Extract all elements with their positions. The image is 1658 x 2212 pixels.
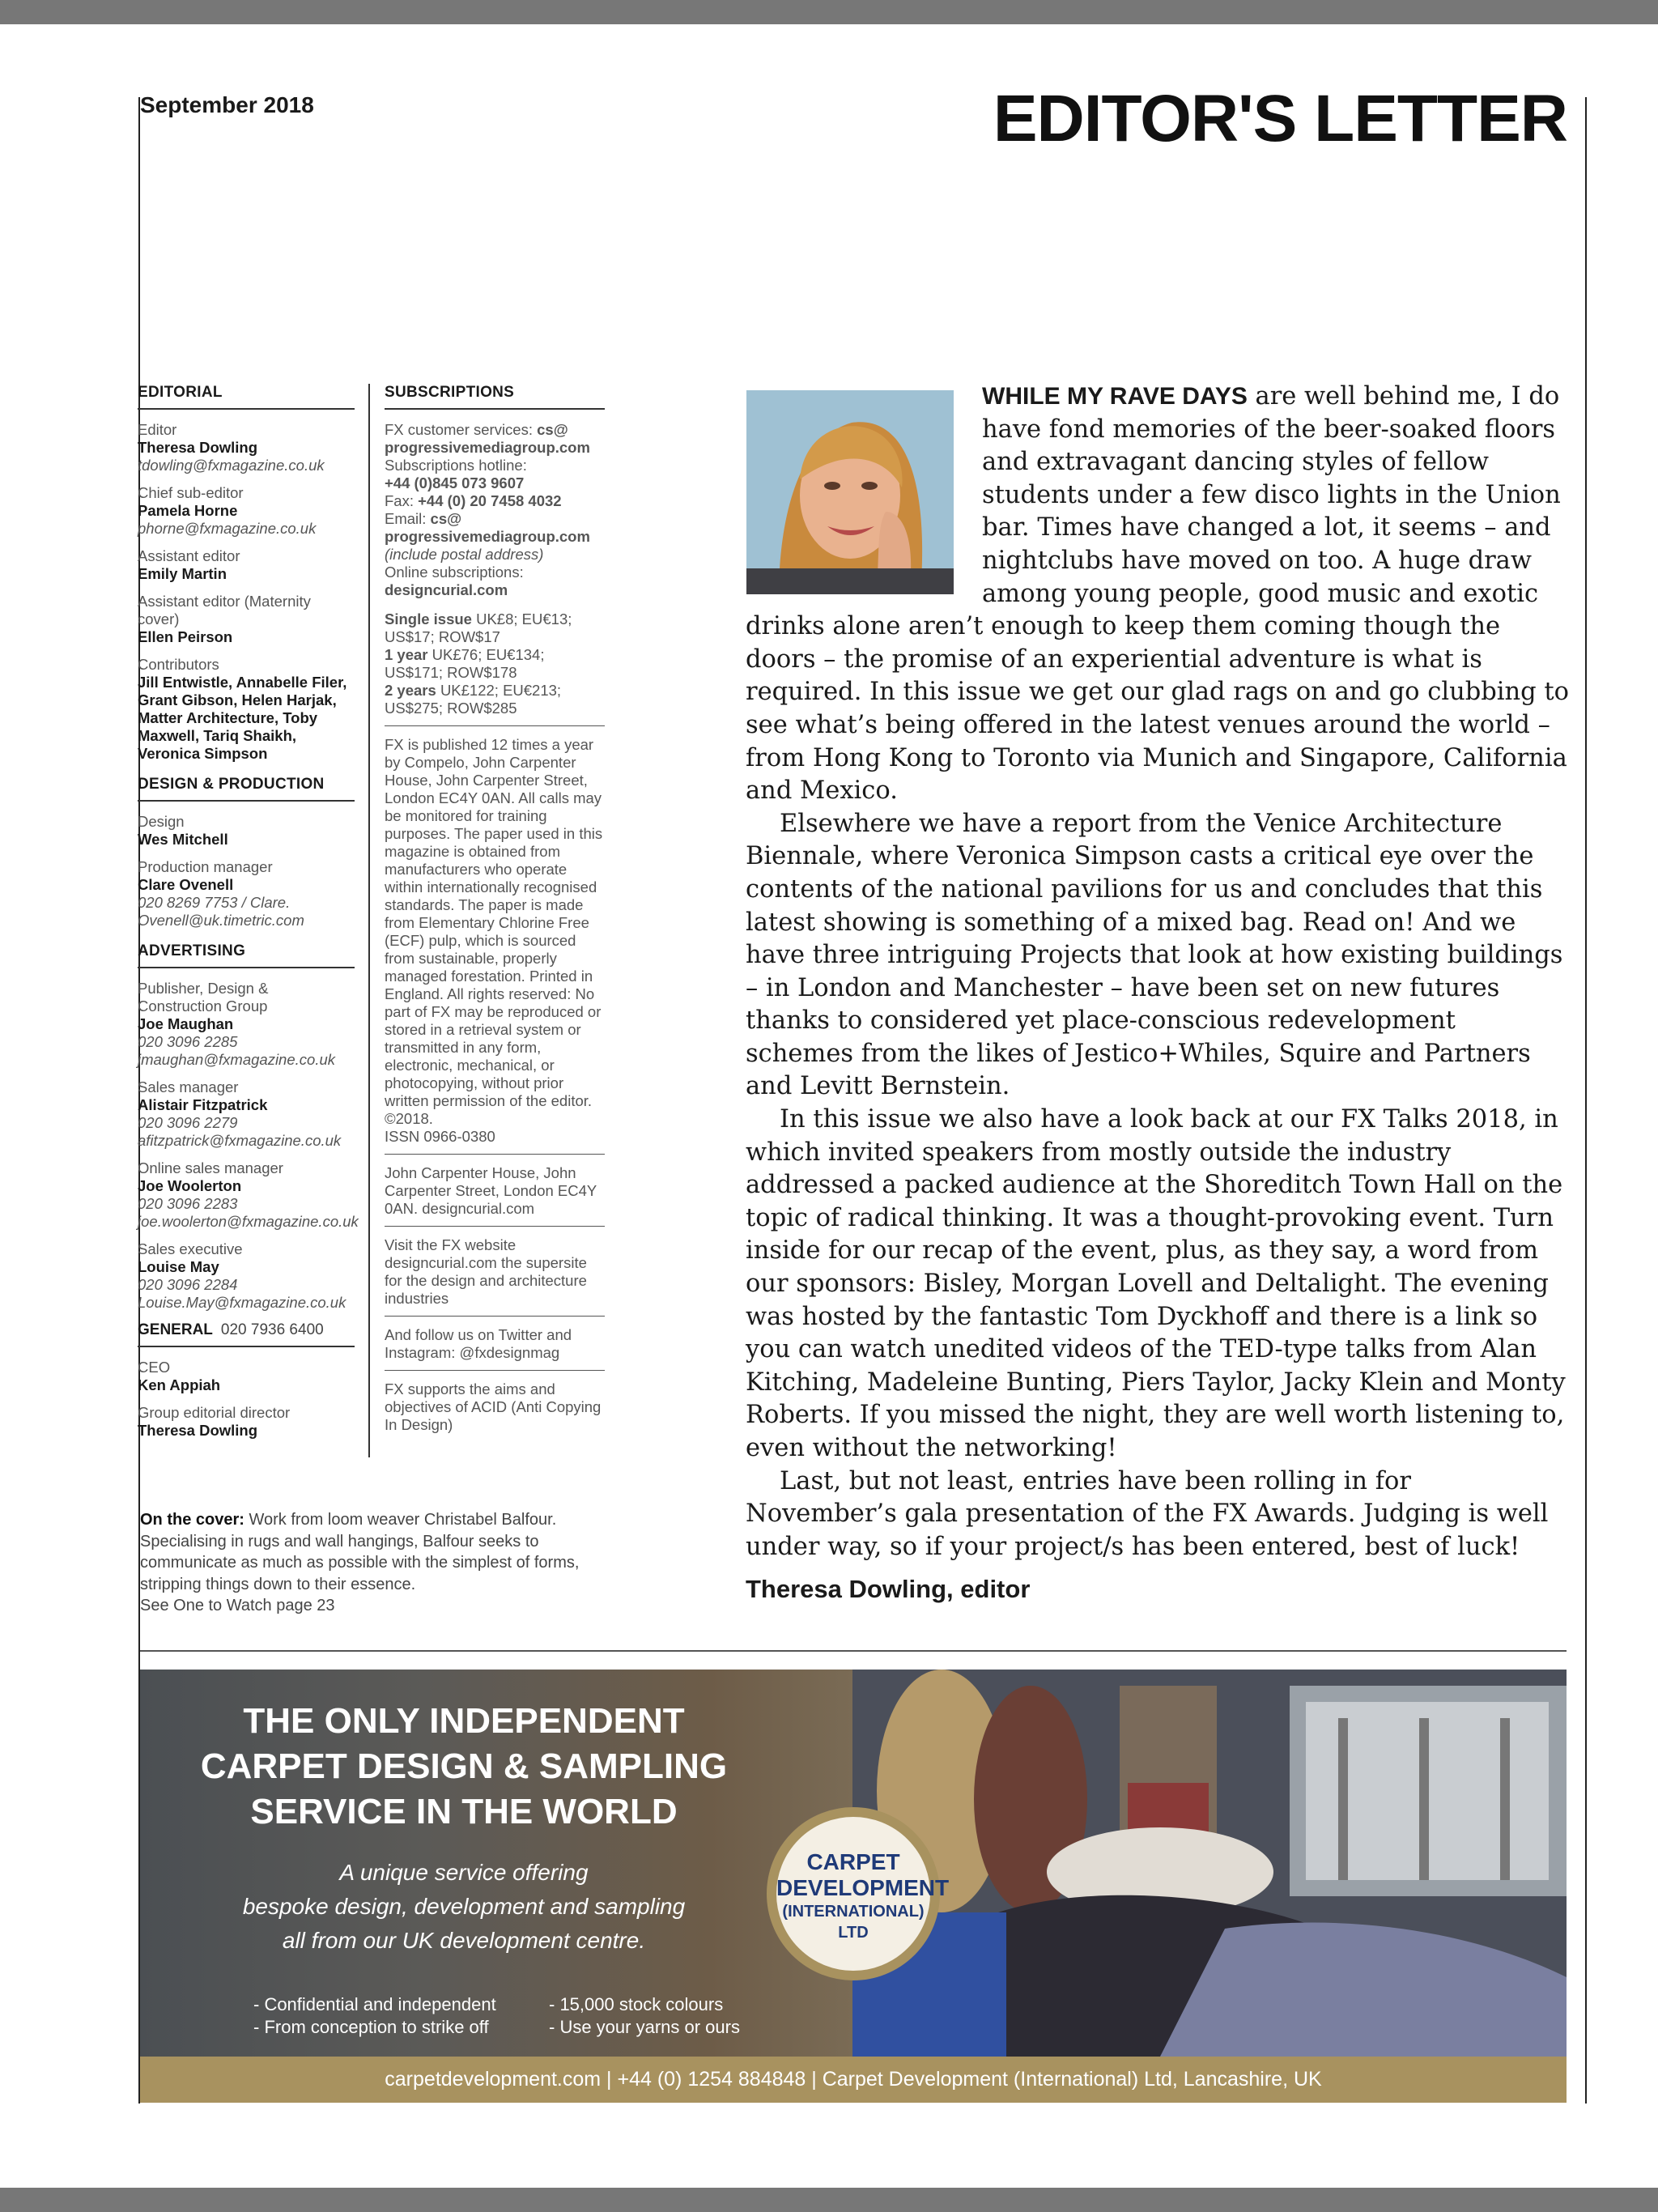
staff-role: Design xyxy=(138,813,185,830)
staff-phone: 020 8269 7753 / Clare. xyxy=(138,894,291,911)
staff-entry xyxy=(138,1159,359,1231)
staff-phone: 020 3096 2285 xyxy=(138,1033,238,1050)
staff-entry xyxy=(138,547,355,583)
website-note[interactable]: Visit the FX website designcurial.com the supersite for the design and architecture industries xyxy=(385,1236,605,1317)
staff-role: Assistant editor xyxy=(138,547,240,564)
cover-note-ref: See One to Watch page 23 xyxy=(140,1597,335,1614)
cover-note-label: On the cover: xyxy=(140,1511,244,1529)
two-years-label: 2 years xyxy=(385,682,436,699)
staff-entry xyxy=(138,1240,355,1312)
staff-email[interactable]: afitzpatrick@fxmagazine.co.uk xyxy=(138,1132,342,1149)
staff-role: Chief sub-editor xyxy=(138,484,244,501)
subscriptions-column xyxy=(385,384,605,1434)
staff-entry xyxy=(138,1359,355,1394)
subscriptions-heading: SUBSCRIPTIONS xyxy=(385,384,605,410)
hotline-number: +44 (0)845 073 9607 xyxy=(385,474,525,491)
staff-role: Publisher, Design & Construction Group xyxy=(138,980,269,1015)
subscription-contacts xyxy=(385,421,605,726)
staff-name: Emily Martin xyxy=(138,565,227,582)
ad-bullets-left xyxy=(253,1993,496,2039)
logo-line: DEVELOPMENT xyxy=(776,1875,950,1900)
staff-entry xyxy=(138,593,355,646)
staff-role: Editor xyxy=(138,421,177,438)
ad-headline xyxy=(140,1699,788,1835)
acid-note: FX supports the aims and objectives of ACID (Anti Copying In Design) xyxy=(385,1380,602,1433)
staff-email[interactable]: phorne@fxmagazine.co.uk xyxy=(138,520,317,537)
staff-phone: 020 3096 2279 xyxy=(138,1114,238,1131)
carpet-samples-image xyxy=(852,1670,1567,2057)
ad-bullet: - Confidential and independent xyxy=(253,1994,496,2014)
page-title: EDITOR'S LETTER xyxy=(993,82,1567,155)
bottom-bar xyxy=(0,2188,1658,2212)
staff-email[interactable]: Louise.May@fxmagazine.co.uk xyxy=(138,1294,346,1311)
staff-name: Ken Appiah xyxy=(138,1376,221,1393)
fax-number: +44 (0) 20 7458 4032 xyxy=(418,492,562,509)
issue-date: September 2018 xyxy=(140,92,314,117)
article-lead-in: WHILE MY RAVE DAYS xyxy=(982,383,1248,410)
staff-name: Ellen Peirson xyxy=(138,628,233,645)
single-issue-price: UK£8; EU€13; US$17; ROW$17 xyxy=(385,610,572,645)
column-divider xyxy=(368,384,370,1457)
ad-bullet: - From conception to strike off xyxy=(253,2017,489,2037)
carpet-development-logo xyxy=(767,1807,950,1980)
staff-entry xyxy=(138,858,355,929)
staff-name: Pamela Horne xyxy=(138,502,238,519)
follow-note[interactable]: And follow us on Twitter and Instagram: @fxdesignmag xyxy=(385,1326,605,1371)
staff-entry xyxy=(138,656,355,763)
masthead-column xyxy=(138,384,359,1449)
editors-letter-article xyxy=(746,381,1570,1606)
staff-entry xyxy=(138,980,355,1069)
top-bar xyxy=(0,0,1658,24)
staff-name: Clare Ovenell xyxy=(138,876,234,893)
staff-entry xyxy=(138,484,355,538)
ad-subhead-line: all from our UK development centre. xyxy=(282,1928,646,1953)
staff-name: Theresa Dowling xyxy=(138,439,258,456)
article-paragraph: In this issue we also have a look back at our FX Talks 2018, in which invited speakers from mostly outside the industry addressed a packed audience at the Shoreditch Town Hall on the topic of radical thinking. It was a thought-provoking event. Turn inside for our recap of the event, plus, as they say, a word from our sponsors: Bisley, Morgan Lovell and Deltalight. The evening was hosted by the fantastic Tom Dyckhoff and there is a link so you can watch unedited videos of the TED-type talks from Alan Kitching, Madeleine Bunting, Piers Taylor, Jacky Klein and Monty Roberts. If you missed the night, they are well worth listening to, even without the networking! xyxy=(746,1105,1566,1462)
staff-name: Theresa Dowling xyxy=(138,1422,258,1439)
staff-role: Group editorial director xyxy=(138,1404,291,1421)
staff-role: Assistant editor (Maternity cover) xyxy=(138,593,311,627)
issn: ISSN 0966-0380 xyxy=(385,1128,495,1145)
online-label: Online subscriptions: xyxy=(385,564,524,581)
staff-entry xyxy=(138,1078,355,1150)
staff-email[interactable]: tdowling@fxmagazine.co.uk xyxy=(138,457,325,474)
staff-email[interactable]: joe.woolerton@fxmagazine.co.uk xyxy=(138,1213,359,1230)
ad-headline-line: CARPET DESIGN & SAMPLING xyxy=(200,1746,728,1786)
staff-phone: 020 3096 2284 xyxy=(138,1276,238,1293)
staff-role: Production manager xyxy=(138,858,273,875)
design-heading: DESIGN & PRODUCTION xyxy=(138,776,355,802)
ad-bullets-right xyxy=(549,1993,740,2039)
ad-headline-line: SERVICE IN THE WORLD xyxy=(250,1792,678,1831)
logo-line: LTD xyxy=(838,1924,869,1942)
editorial-heading: EDITORIAL xyxy=(138,384,355,410)
right-page-rule xyxy=(1585,97,1587,2104)
staff-entry xyxy=(138,1404,355,1440)
online-site[interactable]: designcurial.com xyxy=(385,581,508,598)
postal-note: (include postal address) xyxy=(385,546,544,563)
cs-label: FX customer services: xyxy=(385,421,533,438)
general-heading xyxy=(138,1321,355,1347)
article-paragraph: Elsewhere we have a report from the Venice Architecture Biennale, where Veronica Simpson casts a critical eye over the contents of the national pavilions for us and concludes that this latest showing is something of a mixed bag. Read on! And we have three intriguing Projects that look at how existing buildings – in London and Manchester – have been set on new futures thanks to considered yet place-conscious redevelopment schemes from the likes of Jestico+Whiles, Squire and Partners and Levitt Bernstein. xyxy=(746,809,1563,1101)
ad-footer[interactable]: carpetdevelopment.com | +44 (0) 1254 884848 | Carpet Development (International) Ltd, Lancashire, UK xyxy=(140,2057,1567,2103)
ad-headline-line: THE ONLY INDEPENDENT xyxy=(243,1701,685,1741)
address-block: John Carpenter House, John Carpenter Street, London EC4Y 0AN. designcurial.com xyxy=(385,1164,605,1227)
ad-subhead xyxy=(140,1856,788,1958)
cover-note-text: Work from loom weaver Christabel Balfour. Specialising in rugs and wall hangings, Balfour seeks to communicate as much as possible with the simplest of forms, stripping things down to their essence. xyxy=(140,1511,580,1593)
publisher-note xyxy=(385,736,605,1155)
logo-line: CARPET xyxy=(806,1849,900,1874)
email-a[interactable]: cs@ xyxy=(430,510,462,527)
advertising-heading: ADVERTISING xyxy=(138,942,355,968)
article-signature: Theresa Dowling, editor xyxy=(746,1575,1031,1604)
article-paragraph-1-text: are well behind me, I do have fond memories of the beer-soaked floors and extravagant dancing styles of fellow students under a few disco lights in the Union bar. Times have changed a lot, it seems – and nightclubs have moved on too. A huge draw among young people, good music and exotic drinks alone aren’t enough to keep them coming though the doors – the promise of an experiential adventure is what is required. In this issue we get our glad rags on and go clubbing to see what’s being offered in the latest venues around the world – from Hong Kong to Toronto via Munich and Singapore, California and Mexico. xyxy=(746,382,1569,806)
fax-label: Fax: xyxy=(385,492,414,509)
carpet-development-ad[interactable] xyxy=(140,1670,1567,2103)
ad-bullet: - Use your yarns or ours xyxy=(549,2017,740,2037)
staff-name: Wes Mitchell xyxy=(138,831,228,848)
general-label: GENERAL xyxy=(138,1321,213,1338)
staff-name: Alistair Fitzpatrick xyxy=(138,1096,268,1113)
ad-bullet: - 15,000 stock colours xyxy=(549,1994,724,2014)
ad-subhead-line: bespoke design, development and sampling xyxy=(242,1894,686,1919)
single-issue-label: Single issue xyxy=(385,610,472,627)
ad-subhead-line: A unique service offering xyxy=(339,1860,589,1885)
staff-name: Joe Maughan xyxy=(138,1015,234,1032)
general-phone: 020 7936 6400 xyxy=(220,1321,324,1338)
staff-entry xyxy=(138,813,355,849)
hotline-label: Subscriptions hotline: xyxy=(385,457,527,474)
ad-image-panel xyxy=(852,1670,1567,2057)
staff-role: Online sales manager xyxy=(138,1159,283,1176)
staff-phone: 020 3096 2283 xyxy=(138,1195,238,1212)
one-year-price: UK£76; EU€134; US$171; ROW$178 xyxy=(385,646,545,681)
staff-name: Louise May xyxy=(138,1258,219,1275)
staff-email[interactable]: Ovenell@uk.timetric.com xyxy=(138,912,304,929)
one-year-label: 1 year xyxy=(385,646,428,663)
two-years-price: UK£122; EU€213; US$275; ROW$285 xyxy=(385,682,562,717)
logo-line: (INTERNATIONAL) xyxy=(782,1903,925,1921)
ad-divider xyxy=(140,1650,1567,1652)
staff-entry xyxy=(138,421,355,474)
email-b[interactable]: progressivemediagroup.com xyxy=(385,528,590,545)
cs-email-a[interactable]: cs@ xyxy=(537,421,568,438)
staff-name: Jill Entwistle, Annabelle Filer, Grant Gibson, Helen Harjak, Matter Architecture, Toby Maxwell, Tariq Shaikh, Veronica Simpson xyxy=(138,674,347,762)
staff-role: Contributors xyxy=(138,656,219,673)
staff-role: CEO xyxy=(138,1359,171,1376)
email-label: Email: xyxy=(385,510,427,527)
cover-note xyxy=(140,1509,610,1617)
publisher-text: FX is published 12 times a year by Compelo, John Carpenter House, John Carpenter Street, London EC4Y 0AN. All calls may be monitored for training purposes. The paper used in this magazine is obtained from manufacturers who operate within internationally recognised standards. The paper is made from Elementary Chlorine Free (ECF) pulp, which is sourced from sustainable, properly managed forestation. Printed in England. All rights reserved: No part of FX may be reproduced or stored in a retrieval system or transmitted in any form, electronic, mechanical, or photocopying, without prior written permission of the editor. ©2018. xyxy=(385,736,603,1127)
staff-role: Sales manager xyxy=(138,1078,239,1095)
staff-email[interactable]: jmaughan@fxmagazine.co.uk xyxy=(138,1051,335,1068)
staff-role: Sales executive xyxy=(138,1240,243,1257)
cs-email-b[interactable]: progressivemediagroup.com xyxy=(385,439,590,456)
article-paragraph: Last, but not least, entries have been rolling in for November’s gala presentation of the FX Awards. Judging is well under way, so if your project/s has been entered, best of luck! xyxy=(746,1466,1549,1561)
staff-name: Joe Woolerton xyxy=(138,1177,242,1194)
